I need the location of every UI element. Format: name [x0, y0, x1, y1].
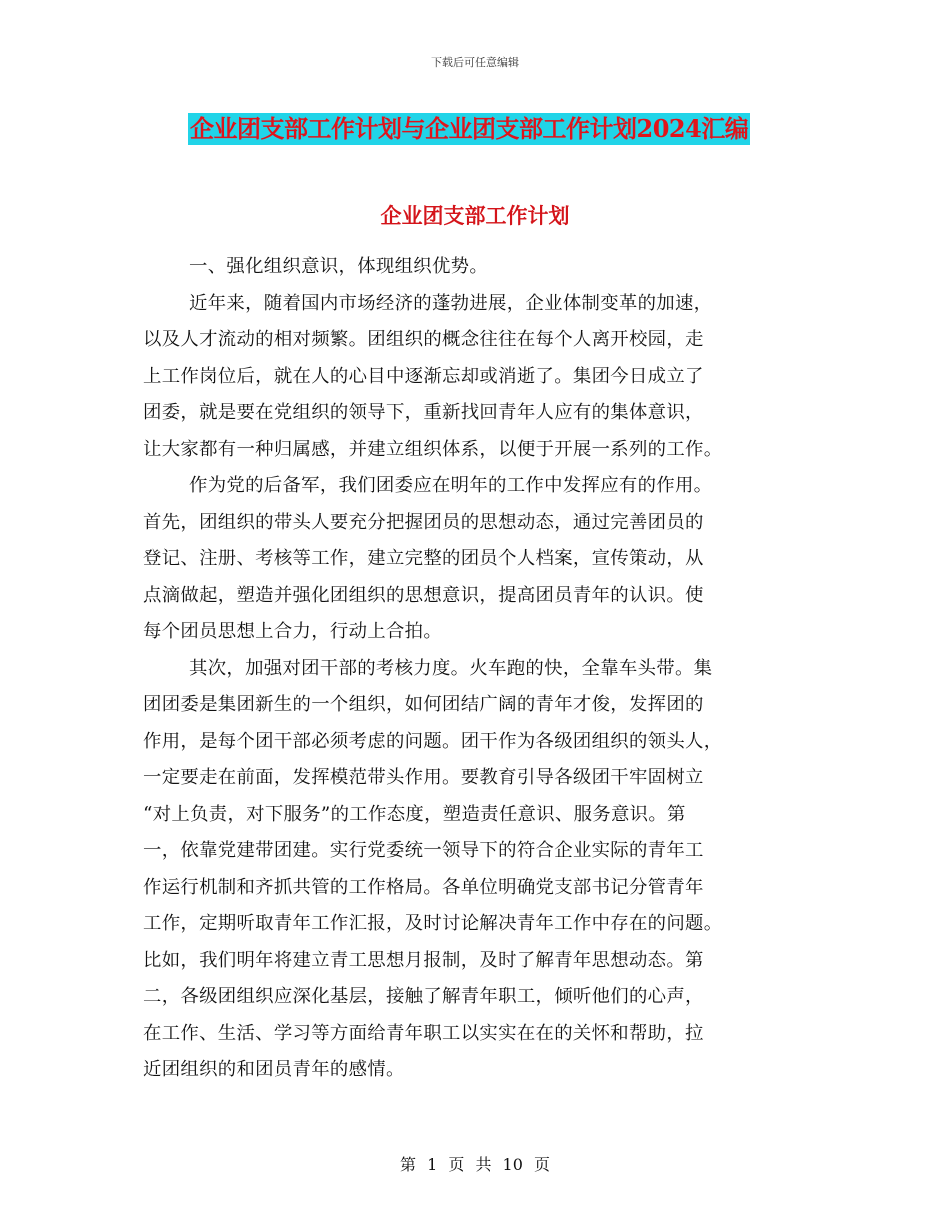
text-line: 作为党的后备军，我们团委应在明年的工作中发挥应有的作用。	[189, 475, 713, 496]
text-line: “对上负责，对下服务”的工作态度，塑造责任意识、服务意识。第	[143, 803, 686, 825]
text-line: 点滴做起，塑造并强化团组织的思想意识，提高团员青年的认识。使	[143, 584, 704, 606]
text-line: 近年来，随着国内市场经济的蓬勃进展，企业体制变革的加速，	[189, 292, 713, 314]
text-line: 团团委是集团新生的一个组织，如何团结广阔的青年才俊，发挥团的	[143, 694, 704, 715]
text-line: 近团组织的和团员青年的感情。	[143, 1059, 405, 1080]
header-note: 下载后可任意编辑	[431, 56, 519, 69]
text-line: 在工作、生活、学习等方面给青年职工以实实在在的关怀和帮助，拉	[143, 1022, 704, 1044]
text-line: 作运行机制和齐抓共管的工作格局。各单位明确党支部书记分管青年	[143, 876, 704, 898]
text-line: 其次，加强对团干部的考核力度。火车跑的快，全靠车头带。集	[189, 657, 713, 679]
text-line: 团委，就是要在党组织的领导下，重新找回青年人应有的集体意识，	[143, 402, 704, 423]
text-line: 工作，定期听取青年工作汇报，及时讨论解决青年工作中存在的问题。	[143, 913, 723, 934]
text-line: 二，各级团组织应深化基层，接触了解青年职工，倾听他们的心声，	[143, 986, 704, 1007]
text-line: 让大家都有一种归属感，并建立组织体系，以便于开展一系列的工作。	[143, 438, 723, 460]
text-line: 上工作岗位后，就在人的心目中逐渐忘却或消逝了。集团今日成立了	[143, 365, 704, 387]
text-line: 作用，是每个团干部必须考虑的问题。团干作为各级团组织的领头人，	[143, 730, 723, 752]
body-text	[143, 249, 808, 1089]
document-title: 企业团支部工作计划与企业团支部工作计划2024汇编	[190, 114, 749, 143]
text-line: 一定要走在前面，发挥模范带头作用。要教育引导各级团干牢固树立	[143, 767, 704, 788]
text-line: 每个团员思想上合力，行动上合拍。	[143, 621, 443, 642]
text-line: 首先，团组织的带头人要充分把握团员的思想动态，通过完善团员的	[143, 511, 704, 533]
section-title: 企业团支部工作计划	[380, 203, 570, 228]
text-line: 以及人才流动的相对频繁。团组织的概念往往在每个人离开校园，走	[143, 329, 704, 350]
text-line: 一，依靠党建带团建。实行党委统一领导下的符合企业实际的青年工	[143, 840, 704, 861]
text-line: 比如，我们明年将建立青工思想月报制，及时了解青年思想动态。第	[143, 949, 704, 971]
text-line: 登记、注册、考核等工作，建立完整的团员个人档案，宣传策动，从	[143, 548, 704, 569]
text-line: 一、强化组织意识，体现组织优势。	[189, 256, 489, 277]
page-footer: 第 1 页 共 10 页	[400, 1155, 550, 1174]
